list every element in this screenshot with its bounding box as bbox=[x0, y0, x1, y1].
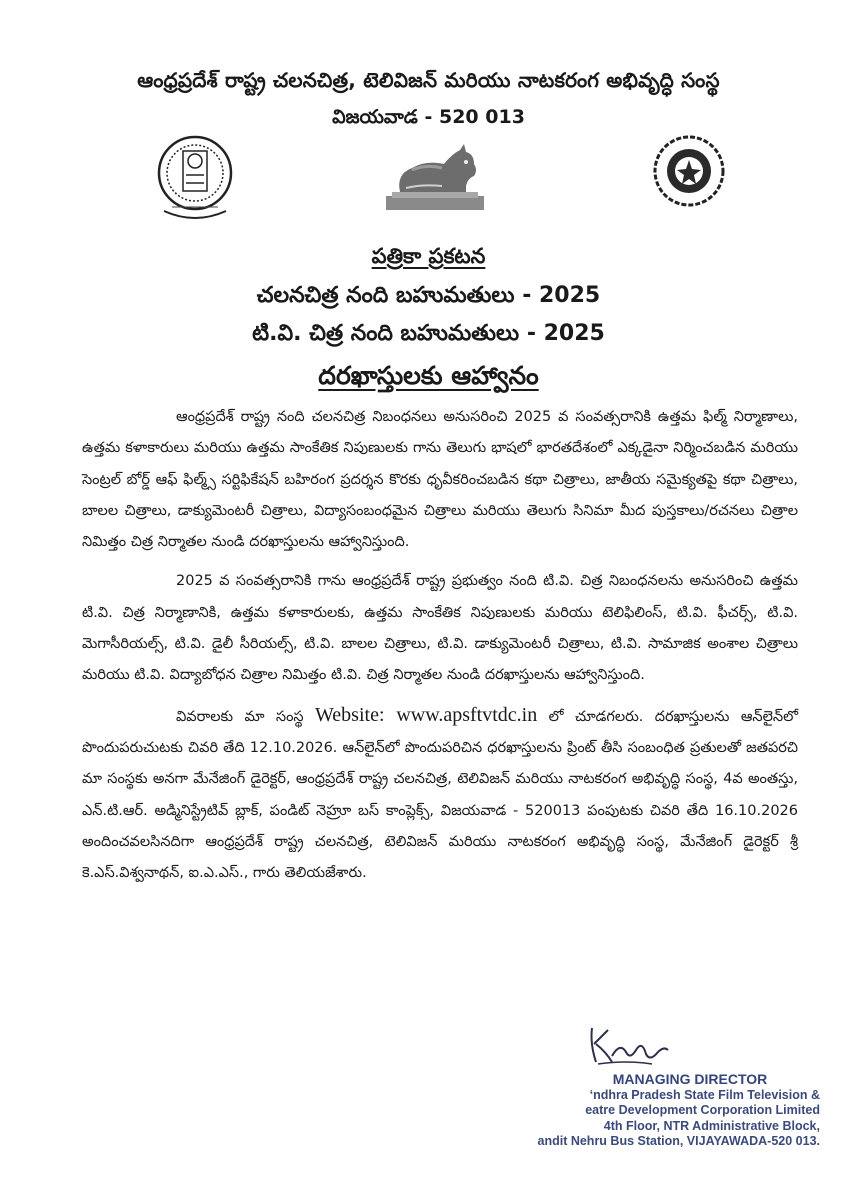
stamp-designation: MANAGING DIRECTOR bbox=[612, 1071, 768, 1087]
state-emblem-icon bbox=[152, 133, 238, 223]
press-release-heading bbox=[40, 244, 817, 274]
official-stamp bbox=[520, 1072, 820, 1150]
website-link[interactable]: Website: www.apsftvtdc.in bbox=[315, 703, 538, 726]
stamp-line-5: andit Nehru Bus Station, VIJAYAWADA-520 013. bbox=[537, 1134, 820, 1148]
press-release-label: పత్రికా ప్రకటన bbox=[371, 244, 486, 268]
body-text bbox=[82, 402, 798, 897]
paragraph-tv-awards: 2025 వ సంవత్సరానికి గాను ఆంధ్రప్రదేశ్ రాష్ట్ర ప్రభుత్వం నంది టి.వి. చిత్ర నిబంధనలను అనుసరించి ఉత్తమ టి.వి. చిత్ర నిర్మాణానికి, ఉత్తమ కళాకారులకు, ఉత్తమ సాంకేతిక నిపుణులకు మరియు టెలిఫిలింస్, టి.వి. ఫీచర్స్, టి.వి. మెగాసీరియల్స్, టి.వి. డైలీ సీరియల్స్, టి.వి. బాలల చిత్రాలు, టి.వి. డాక్యుమెంటరీ చిత్రాలు, టి.వి. సామాజిక అంశాల చిత్రాలు మరియు టి.వి. విద్యాబోధన చిత్రాల నిమిత్తం టి.వి. చిత్ర నిర్మాతల నుండి దరఖాస్తులను ఆహ్వానిస్తుంది. bbox=[82, 573, 798, 684]
organization-city: విజయవాడ - 520 013 bbox=[332, 106, 525, 128]
invitation-label: దరఖాస్తులకు ఆహ్వానం bbox=[318, 361, 539, 390]
stamp-line-4: 4th Floor, NTR Administrative Block, bbox=[603, 1118, 820, 1133]
tv-awards-title: టి.వి. చిత్ర నంది బహుమతులు - 2025 bbox=[252, 321, 605, 346]
details-deadlines: లో చూడగలరు. దరఖాస్తులను ఆన్‌లైన్‌లో పొందుపరుచుటకు చివరి తేది 12.10.2026. ఆన్‌లైన్‌లో పొందుపరిచిన ధరఖాస్తులను ప్రింట్ తీసి సంబంధిత ప్రతులతో జతపరచి మా సంస్థకు అనగా మేనేజింగ్ డైరెక్టర్, ఆంధ్రప్రదేశ్ రాష్ట్ర చలనచిత్ర, టెలివిజన్ మరియు నాటకరంగ అభివృద్ధి సంస్థ, 4వ అంతస్తు, ఎన్.టి.ఆర్. అడ్మినిస్ట్రేటివ్ బ్లాక్, పండిట్ నెహ్రూ బస్ కాంప్లెక్స్, విజయవాడ - 520013 పంపుటకు చివరి తేది 16.10.2026 అందించవలసినదిగా ఆంధ్రప్రదేశ్ రాష్ట్ర చలనచిత్ర, టెలివిజన్ మరియు నాటకరంగ అభివృద్ధి సంస్థ, మేనేజింగ్ డైరెక్టర్ శ్రీ కె.ఎస్.విశ్వనాథన్, ఐ.ఎ.ఎస్., గారు తెలియజేశారు. bbox=[82, 708, 798, 882]
stamp-line-2: ‘ndhra Pradesh State Film Television & bbox=[589, 1087, 820, 1102]
invitation-heading bbox=[40, 361, 817, 397]
nandi-statue-icon bbox=[382, 140, 488, 212]
stamp-line-3: eatre Development Corporation Limited bbox=[585, 1103, 820, 1117]
signature bbox=[586, 1022, 672, 1068]
details-intro: వివరాలకు మా సంస్థ bbox=[176, 708, 316, 725]
paragraph-film-awards: ఆంధ్రప్రదేశ్ రాష్ట్ర నంది చలనచిత్ర నిబంధనలు అనుసరించి 2025 వ సంవత్సరానికి ఉత్తమ ఫిల్మ్ నిర్మాణాలు, ఉత్తమ కళాకారులు మరియు ఉత్తమ సాంకేతిక నిపుణులకు గాను తెలుగు భాషలో భారతదేశంలో ఎక్కడైనా నిర్మించబడిన మరియు సెంట్రల్ బోర్డ్ ఆఫ్ ఫిల్మ్స్ సర్టిఫికేషన్ బహిరంగ ప్రదర్శన కొరకు ధృవీకరించబడిన కథా చిత్రాలు, జాతీయ సమైక్యతపై కథా చిత్రాలు, బాలల చిత్రాలు, డాక్యుమెంటరీ చిత్రాలు, విద్యాసంబంధమైన చిత్రాలు మరియు తెలుగు సినిమా మీద పుస్తకాలు/రచనలు చిత్రాల నిమిత్తం చిత్ర నిర్మాతల నుండి దరఖాస్తులను ఆహ్వానిస్తుంది. bbox=[82, 409, 798, 551]
corporation-seal-icon bbox=[652, 134, 726, 208]
film-awards-title: చలనచిత్ర నంది బహుమతులు - 2025 bbox=[256, 283, 601, 308]
paragraph-details bbox=[82, 700, 798, 890]
organization-name: ఆంధ్రప్రదేశ్ రాష్ట్ర చలనచిత్ర, టెలివిజన్ మరియు నాటకరంగ అభివృద్ధి సంస్థ bbox=[137, 68, 720, 92]
